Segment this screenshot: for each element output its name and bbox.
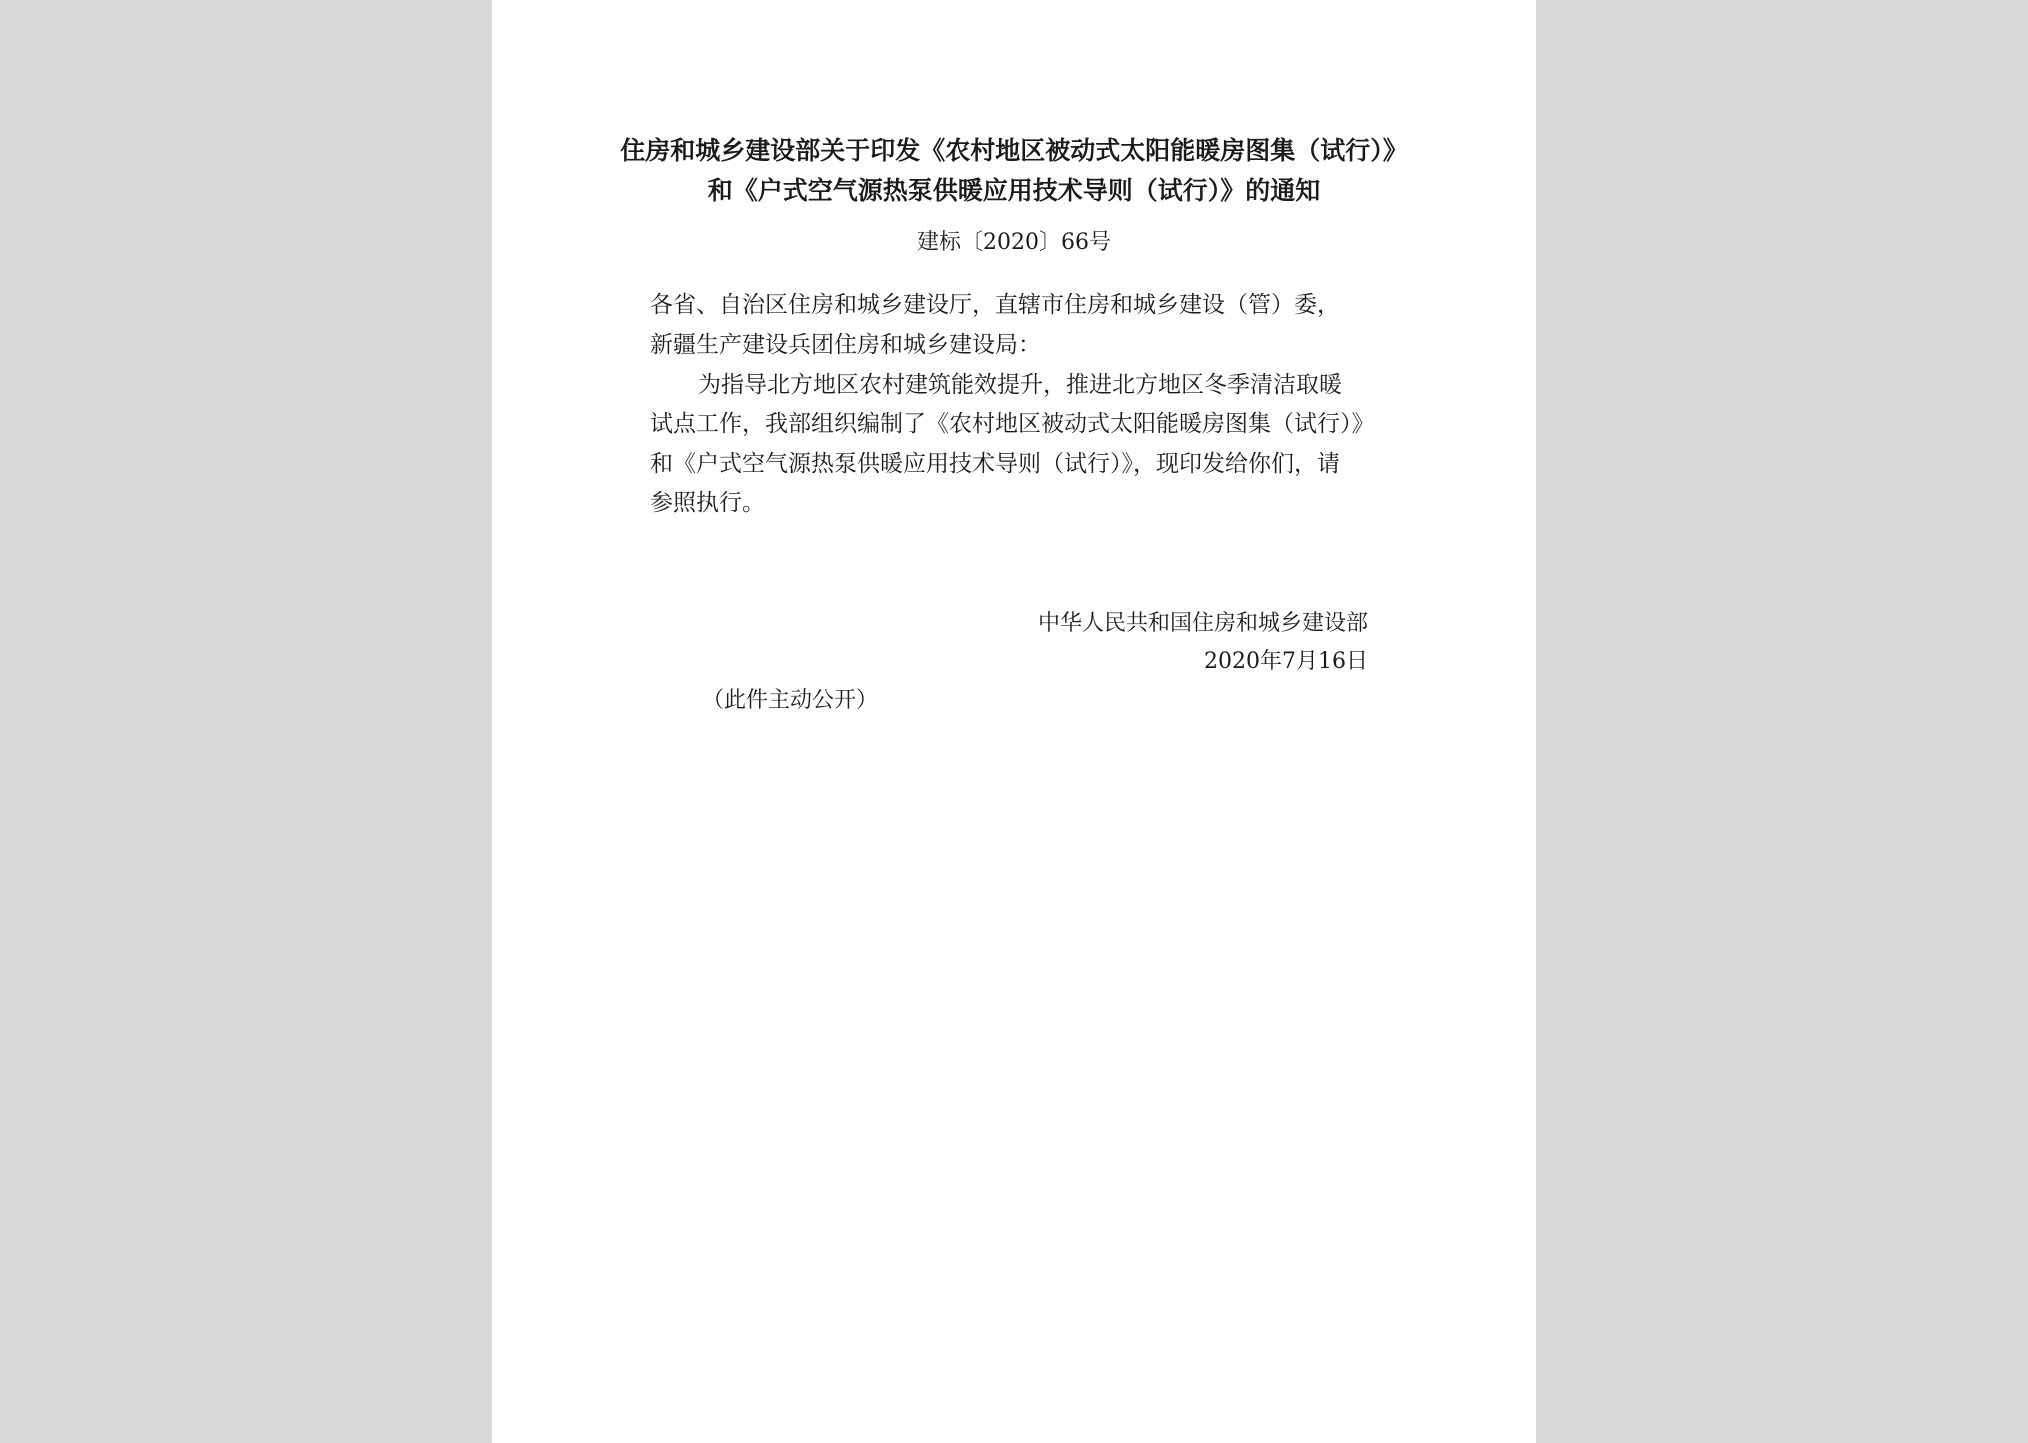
document-page (492, 0, 1536, 1443)
signature-date: 2020年7月16日 (1204, 649, 1368, 674)
signature-organization: 中华人民共和国住房和城乡建设部 (1037, 611, 1368, 636)
body-paragraph-line-1: 为指导北方地区农村建筑能效提升，推进北方地区冬季清洁取暖 (698, 372, 1342, 398)
addressee-line-2: 新疆生产建设兵团住房和城乡建设局： (650, 332, 1041, 358)
notice-title-line-2: 和《户式空气源热泵供暖应用技术导则（试行）》的通知 (707, 176, 1321, 205)
addressee-line-1: 各省、自治区住房和城乡建设厅，直辖市住房和城乡建设（管）委， (650, 292, 1340, 318)
notice-title-line-1: 住房和城乡建设部关于印发《农村地区被动式太阳能暖房图集（试行）》 (620, 136, 1408, 165)
disclosure-note: （此件主动公开） (702, 688, 879, 713)
body-paragraph-line-4: 参照执行。 (650, 490, 765, 516)
body-paragraph-line-2: 试点工作，我部组织编制了《农村地区被动式太阳能暖房图集（试行）》 (650, 411, 1375, 437)
document-number: 建标〔2020〕66号 (917, 230, 1111, 255)
body-paragraph-line-3: 和《户式空气源热泵供暖应用技术导则（试行）》，现印发给你们，请 (650, 451, 1340, 477)
